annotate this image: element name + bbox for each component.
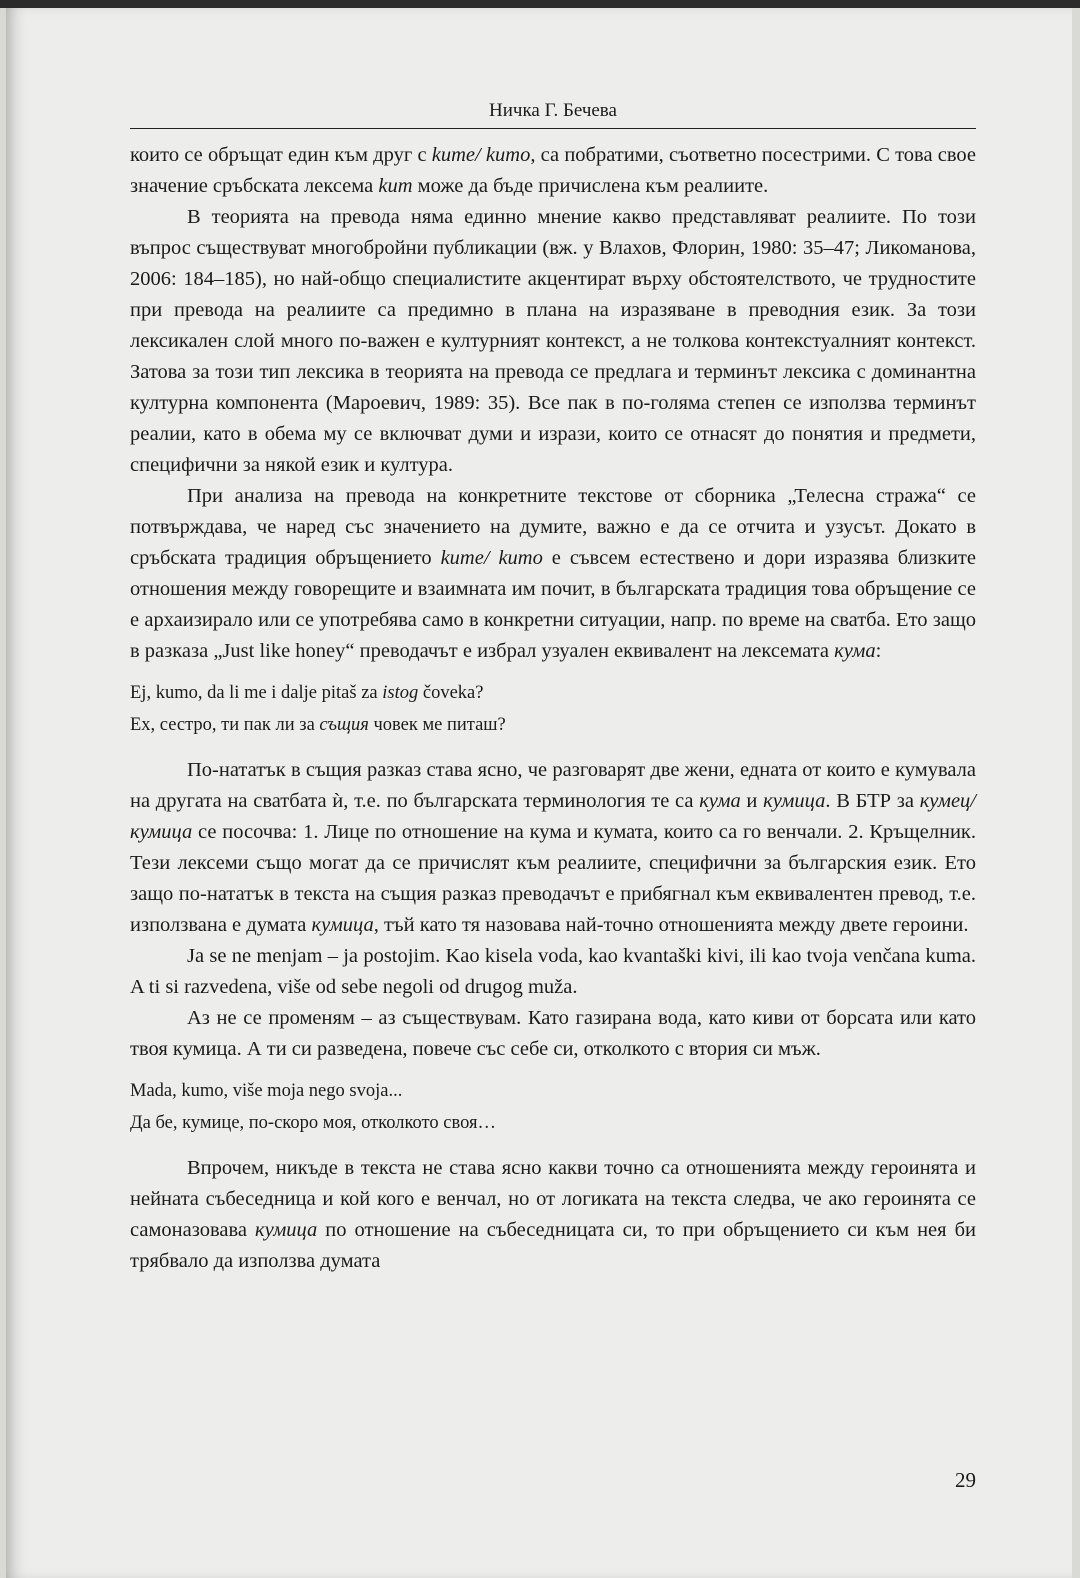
quote-bulgarian: Аз не се променям – аз съществувам. Като газирана вода, като киви от борсата или като твоя кумица. А ти си разведена, повече със себе си, отколкото с втория си мъж.: [130, 1007, 976, 1060]
example-bulgarian-2: Да бе, кумице, по-скоро моя, отколкото своя…: [130, 1113, 496, 1133]
page-number: 29: [955, 1468, 976, 1492]
example-bulgarian-1: Ех, сестро, ти пак ли за същия човек ме питаш?: [130, 715, 506, 735]
example-serbian-2: Mada, kumo, više moja nego svoja...: [130, 1081, 403, 1101]
paragraph-5: Впрочем, никъде в текста не става ясно какви точно са отношенията между героинята и нейната събеседница и кой кого е венчал, но от логиката на текста следва, че ако героинята се самоназовава кумица по отношение на събеседницата си, то при обръщението си към нея би трябвало да използва думата: [130, 1157, 976, 1272]
paragraph-3: При анализа на превода на конкретните текстове от сборника „Телесна стража“ се потвърждава, че наред със значението на думите, важно е да се отчита и узусът. Докато в сръбската традиция обръщението kume/ kumo е съвсем естествено и дори изразява близките отношения между говорещите и взаимната им почит, в българската традиция това обръщение се е архаизирало или се употребява само в конкретни ситуации, напр. по време на сватба. Ето защо в разказа „Just like honey“ преводачът е избрал узуален еквивалент на лексемата кума:: [130, 485, 976, 662]
running-header: [130, 98, 976, 129]
paragraph-2: В теорията на превода няма единно мнение какво представляват реалиите. По този въпрос съществуват многобройни публикации (вж. у Влахов, Флорин, 1980: 35–47; Ликоманова, 2006: 184–185), но най-общо специалистите акцентират върху обстоятелството, че трудностите при превода на реалиите са предимно в плана на изразяване в преводния език. За този лексикален слой много по-важен е културният контекст, а не толкова контекстуалният контекст. Затова за този тип лексика в теорията на превода се предлага и терминът лексика с доминантна културна компонента (Мароевич, 1989: 35). Все пак в по-голяма степен се използва терминът реалии, като в обема му се включват думи и изрази, които се отнасят до понятия и предмети, специфични за някой език и култура.: [130, 206, 976, 476]
running-title: Ничка Г. Бечева: [489, 100, 617, 121]
scan-edge: [0, 0, 1080, 8]
paragraph-1: които се обръщат един към друг с kume/ kumo, са побратими, съответно посестрими. С това свое значение сръбската лексема kum може да бъде причислена към реалиите.: [130, 144, 976, 197]
body-text: [130, 140, 976, 1277]
example-serbian-1: Ej, kumo, da li me i dalje pitaš za istog čoveka?: [130, 683, 484, 703]
paragraph-4: По-нататък в същия разказ става ясно, че разговарят две жени, едната от които е кумувала на другата на сватбата ѝ, т.е. по българската терминология те са кума и кумица. В БТР за кумец/ кумица се посочва: 1. Лице по отношение на кума и кумата, които са го венчали. 2. Кръщелник. Тези лексеми също могат да се причислят към реалиите, специфични за българския език. Ето защо по-нататък в текста на същия разказ преводачът е прибягнал към еквивалентен превод, т.е. използвана е думата кумица, тъй като тя назовава най-точно отношенията между двете героини.: [130, 759, 976, 936]
quote-serbian: Ja se ne menjam – ja postojim. Kao kisela voda, kao kvantaški kivi, ili kao tvoja venčana kuma. A ti si razvedena, više od sebe negoli od drugog muža.: [130, 945, 976, 998]
